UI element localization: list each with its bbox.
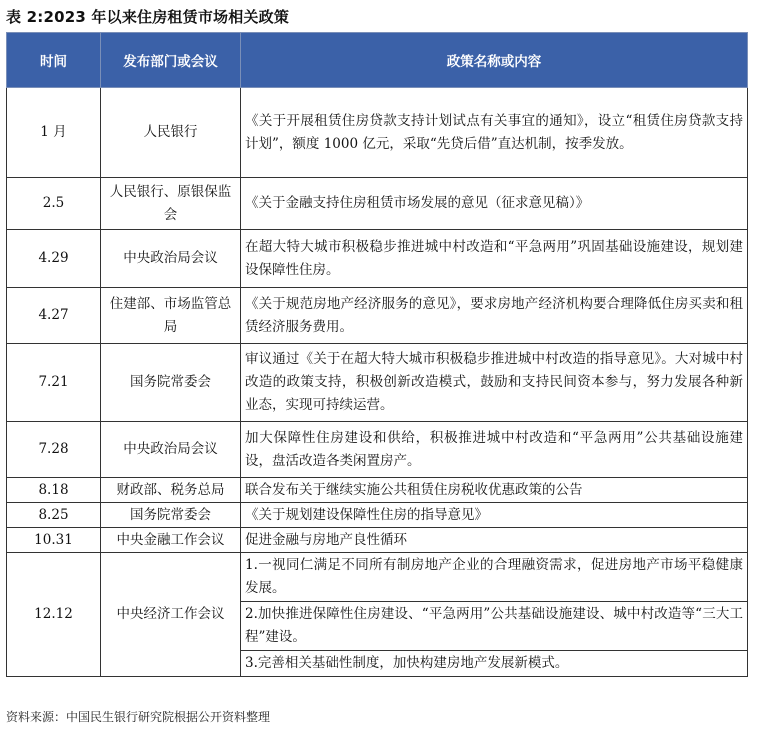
- row-time: 12.12: [7, 553, 101, 677]
- table-row: [7, 503, 748, 528]
- row-content: 《关于规划建设保障性住房的指导意见》: [241, 503, 748, 528]
- row-content: 《关于开展租赁住房贷款支持计划试点有关事宜的通知》，设立“租赁住房贷款支持计划”，额度 1000 亿元，采取“先贷后借”直达机制，按季发放。: [241, 88, 748, 178]
- table-row: [7, 422, 748, 478]
- row-dept: 国务院常委会: [101, 503, 241, 528]
- row-dept: 中央金融工作会议: [101, 528, 241, 553]
- policy-item: 2.加快推进保障性住房建设、“平急两用”公共基础设施建设、城中村改造等“三大工程”建设。: [241, 601, 747, 650]
- table-row: [7, 230, 748, 288]
- row-time: 8.25: [7, 503, 101, 528]
- policy-table: [6, 32, 748, 677]
- policy-item: 1.一视同仁满足不同所有制房地产企业的合理融资需求，促进房地产市场平稳健康发展。: [245, 557, 743, 596]
- table-row: [7, 88, 748, 178]
- row-time: 7.21: [7, 344, 101, 422]
- row-dept: 中央政治局会议: [101, 230, 241, 288]
- table-row: [7, 528, 748, 553]
- row-time: 7.28: [7, 422, 101, 478]
- row-dept: 中央政治局会议: [101, 422, 241, 478]
- row-dept: 国务院常委会: [101, 344, 241, 422]
- row-content: 《关于规范房地产经济服务的意见》，要求房地产经济机构要合理降低住房买卖和租赁经济服务费用。: [241, 288, 748, 344]
- header-time: 时间: [7, 33, 101, 88]
- table-row: [7, 553, 748, 677]
- row-content: 《关于金融支持住房租赁市场发展的意见（征求意见稿）》: [241, 178, 748, 230]
- row-time: 10.31: [7, 528, 101, 553]
- row-dept: 财政部、税务总局: [101, 478, 241, 503]
- row-content: 审议通过《关于在超大特大城市积极稳步推进城中村改造的指导意见》。大对城中村改造的政策支持，积极创新改造模式，鼓励和支持民间资本参与，努力发展各种新业态，实现可持续运营。: [241, 344, 748, 422]
- row-content: [241, 553, 748, 677]
- row-dept: 人民银行: [101, 88, 241, 178]
- row-dept: 人民银行、原银保监会: [101, 178, 241, 230]
- table-row: [7, 344, 748, 422]
- table-header-row: [7, 33, 748, 88]
- header-dept: 发布部门或会议: [101, 33, 241, 88]
- row-time: 4.29: [7, 230, 101, 288]
- row-dept: 住建部、市场监管总局: [101, 288, 241, 344]
- row-time: 1 月: [7, 88, 101, 178]
- table-row: [7, 178, 748, 230]
- row-dept: 中央经济工作会议: [101, 553, 241, 677]
- row-content: 加大保障性住房建设和供给，积极推进城中村改造和“平急两用”公共基础设施建设，盘活改造各类闲置房产。: [241, 422, 748, 478]
- row-time: 4.27: [7, 288, 101, 344]
- row-content: 联合发布关于继续实施公共租赁住房税收优惠政策的公告: [241, 478, 748, 503]
- row-time: 2.5: [7, 178, 101, 230]
- source-note: 资料来源：中国民生银行研究院根据公开资料整理: [6, 710, 271, 724]
- table-row: [7, 478, 748, 503]
- table-title: 表 2:2023 年以来住房租赁市场相关政策: [6, 8, 290, 26]
- row-content: 促进金融与房地产良性循环: [241, 528, 748, 553]
- row-content: 在超大特大城市积极稳步推进城中村改造和“平急两用”巩固基础设施建设，规划建设保障性住房。: [241, 230, 748, 288]
- table-row: [7, 288, 748, 344]
- row-time: 8.18: [7, 478, 101, 503]
- header-content: 政策名称或内容: [241, 33, 748, 88]
- policy-item: 3.完善相关基础性制度，加快构建房地产发展新模式。: [241, 650, 747, 676]
